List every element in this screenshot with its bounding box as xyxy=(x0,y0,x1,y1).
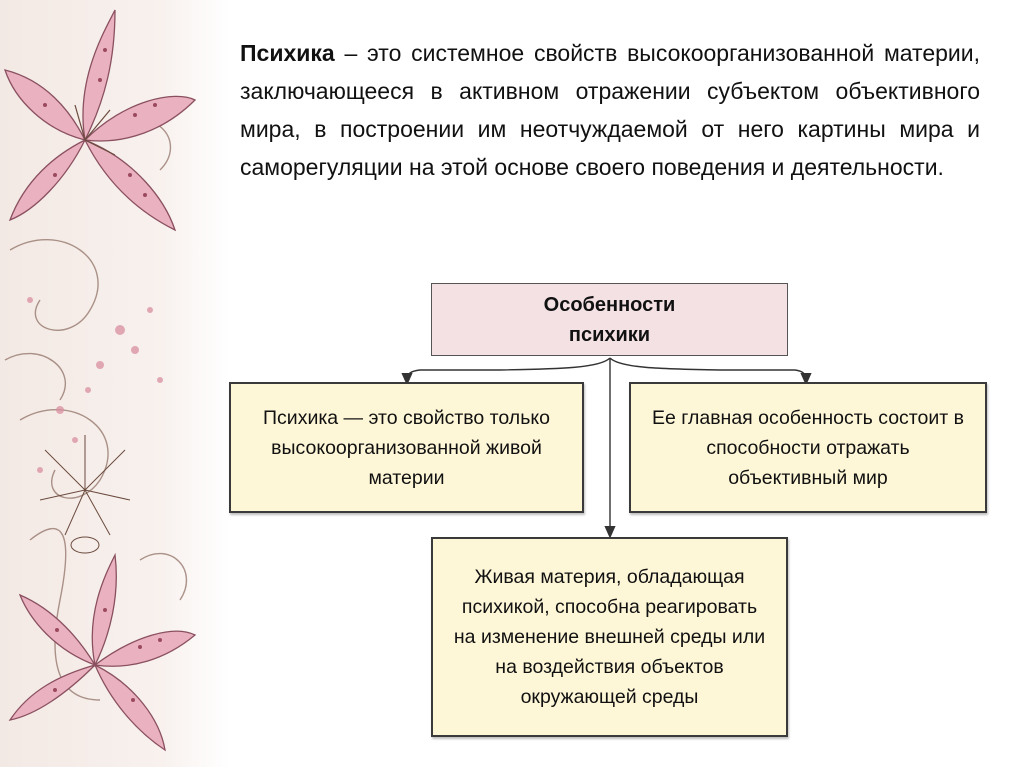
diagram-bottom-label: Живая материя, обладающая психикой, способна реагировать на изменение внешней среды или на воздействия объектов окружающей среды xyxy=(453,566,766,708)
diagram-left-box xyxy=(229,382,584,513)
definition-paragraph xyxy=(240,34,980,186)
diagram-root-box xyxy=(431,283,788,356)
diagram-bottom-box xyxy=(431,537,788,737)
floral-border-decoration xyxy=(0,0,230,767)
connector-right xyxy=(610,358,806,380)
diagram-left-label: Психика — это свойство только высокоорганизованной живой материи xyxy=(263,406,550,489)
definition-term: Психика xyxy=(240,40,335,66)
definition-text: – это системное свойств высокоорганизованной материи, заключающееся в активном отражении субъектом объективного мира, в построении им неотчуждаемой от него картины мира и саморегуляции на этой основе своего поведения и деятельности. xyxy=(240,40,980,180)
diagram-right-box xyxy=(629,382,987,513)
connector-left xyxy=(407,358,610,380)
diagram-right-label: Ее главная особенность состоит в способности отражать объективный мир xyxy=(652,406,964,489)
diagram-root-label: Особенности психики xyxy=(543,293,676,346)
